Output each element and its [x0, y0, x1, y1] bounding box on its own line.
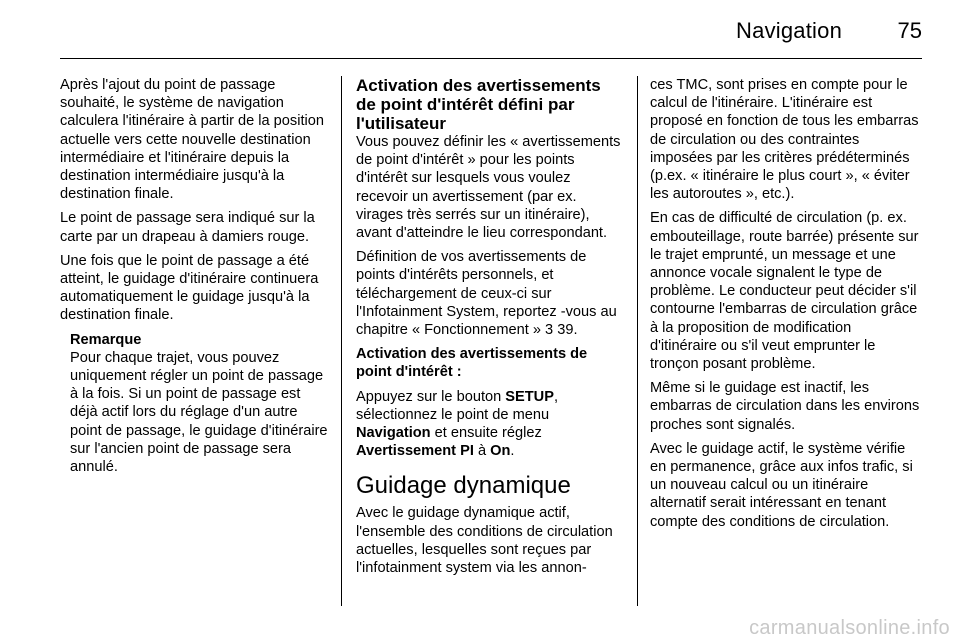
page-reference-icon: 3 — [545, 322, 554, 339]
text-run: à — [473, 443, 491, 460]
paragraph-text: Définition de vos avertissements de points d'intérêts personnels, et téléchargement de ceux-ci sur l'Infotainment System, reportez -vous au chapitre « Fonctionnement » — [356, 249, 617, 339]
paragraph: Avec le guidage dynamique actif, l'ensemble des conditions de circulation actuelles, lesquelles sont reçues par l'infotainment system via les annon- — [356, 505, 613, 577]
paragraph: Même si le guidage est inactif, les embarras de circulation dans les environs proches sont signalés. — [650, 380, 920, 433]
note-heading: Remarque — [70, 331, 142, 348]
column-divider-2 — [637, 76, 638, 606]
watermark: carmanualsonline.info — [749, 617, 950, 639]
paragraph: Vous pouvez définir les « avertissements de point d'intérêt » pour les points d'intérêt sur lesquels vous voulez recevoir un avertissement (par ex. virages très serrés sur un itinéraire), avant d'atteindre le lieu correspondant. — [356, 134, 621, 242]
subheading: Activation des avertissements de point d'intérêt : — [356, 346, 588, 381]
column-1 — [60, 76, 328, 476]
text-run: , sélectionnez le point de menu — [356, 388, 558, 423]
paragraph: Le point de passage sera indiqué sur la carte par un drapeau à damiers rouge. — [60, 210, 315, 245]
section-title: Guidage dynamique — [356, 472, 571, 500]
page-title: Navigation — [736, 18, 842, 43]
text-run: . — [510, 443, 515, 460]
navigation-menu-label: Navigation — [356, 425, 431, 442]
setup-button-label: SETUP — [505, 388, 554, 405]
page-reference: 39. — [553, 322, 578, 339]
header-rule — [60, 58, 922, 59]
on-label: On — [490, 443, 511, 460]
paragraph: Après l'ajout du point de passage souhaité, le système de navigation calculera l'itinéraire à partir de la position actuelle vers cette nouvelle destination intermédiaire et l'itinéraire depuis la destination intermédiaire jusqu'à la destination finale. — [60, 77, 324, 203]
page-header — [0, 0, 960, 60]
paragraph: Une fois que le point de passage a été atteint, le guidage d'itinéraire continuera automatiquement le guidage jusqu'à la destination finale. — [60, 252, 319, 324]
page-number: 75 — [897, 18, 922, 43]
paragraph: En cas de difficulté de circulation (p. ex. embouteillage, route barrée) présente sur le trajet emprunté, un message et une annonce vocale signalent le type de problème. Le conducteur peut décider s'il contourne l'embarras de circulation grâce à la proposition de modification d'itinéraire ou s'il veut emprunter le tronçon posant problème. — [650, 210, 919, 373]
text-run: et ensuite réglez — [430, 425, 542, 442]
text-run: Appuyez sur le bouton — [356, 388, 506, 405]
note-text: Pour chaque trajet, vous pouvez uniquement régler un point de passage à la fois. Si un point de passage est déjà actif lors du réglage d'un autre point de passage, le guidage d'itinéraire sur l'ancien point de passage sera annulé. — [70, 349, 328, 476]
column-divider-1 — [341, 76, 342, 606]
paragraph — [356, 248, 622, 339]
paragraph: Avec le guidage actif, le système vérifie en permanence, grâce aux infos trafic, si un nouveau calcul ou un itinéraire alternatif serait intéressant en tenant compte des conditions de circulation. — [650, 440, 913, 530]
paragraph: ces TMC, sont prises en compte pour le calcul de l'itinéraire. L'itinéraire est proposé en fonction de tous les embarras de circulation ou des contraintes imposées par les critères prédéterminés (p.ex. « itinéraire le plus court », « éviter les autoroutes », etc.). — [650, 77, 919, 203]
column-3 — [650, 76, 922, 537]
paragraph — [356, 388, 622, 461]
section-heading: Activation des avertissements de point d'intérêt défini par l'utilisateur — [356, 76, 601, 133]
poi-warning-label: Avertissement PI — [356, 443, 474, 460]
column-2 — [356, 76, 622, 583]
note-block — [70, 331, 328, 477]
